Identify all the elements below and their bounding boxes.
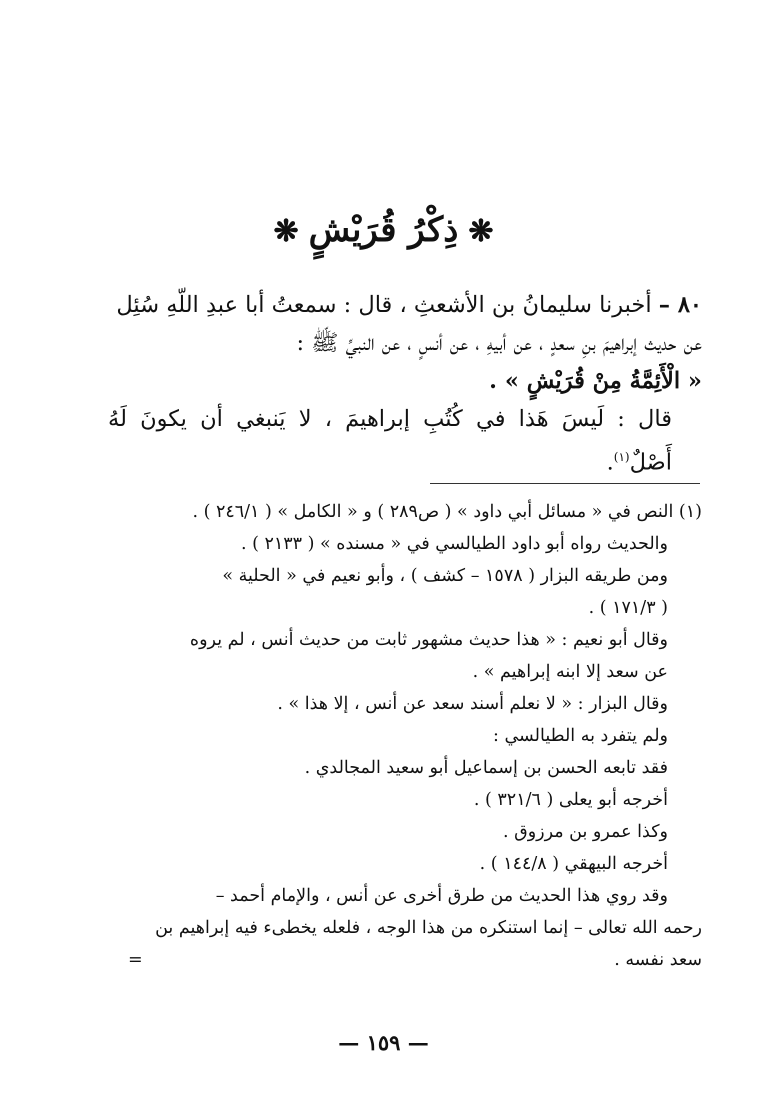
footnote-line: (١) النص في « مسائل أبي داود » ( ص٢٨٩ ) و « الكامل » ( ٢٤٦/١ ) . — [192, 502, 702, 522]
footnote-line: أخرجه أبو يعلى ( ٣٢١/٦ ) . — [473, 790, 668, 810]
footnote-line: وقال أبو نعيم : « هذا حديث مشهور ثابت من حديث أنس ، لم يروه — [189, 630, 668, 650]
page-number: — ١٥٩ — — [338, 1030, 429, 1055]
footnote-line: وكذا عمرو بن مرزوق . — [502, 822, 668, 842]
footnotes — [108, 496, 702, 976]
footnote-line: ومن طريقه البزار ( ١٥٧٨ – كشف ) ، وأبو نعيم في « الحلية » — [222, 566, 668, 586]
footnote-line: وقال البزار : « لا نعلم أسند سعد عن أنس ، إلا هذا » . — [277, 694, 668, 714]
footnote-ref: (١) — [613, 450, 630, 464]
hadith-text — [108, 286, 702, 482]
footnote-line: وقد روي هذا الحديث من طرق أخرى عن أنس ، والإمام أحمد – — [215, 886, 668, 906]
section-heading — [0, 205, 767, 257]
hadith-line-4: قال : لَيسَ هَذا في كُتُبِ إبراهيمَ ، لا يَنبغي أن يكونَ لَهُ أَصْلٌ$^{(١)}$. — [108, 406, 672, 476]
hadith-matn: « الْأَئِمَّةُ مِنْ قُرَيْشٍ » . — [489, 368, 702, 394]
star-ornament-left: ❋ — [273, 214, 299, 249]
footnote-line: سعد نفسه . = — [108, 944, 702, 976]
star-ornament-right: ❋ — [468, 214, 494, 249]
footnote-line: رحمه الله تعالى – إنما استنكره من هذا الوجه ، فلعله يخطىء فيه إبراهيم بن — [155, 918, 702, 938]
footnote-line: والحديث رواه أبو داود الطيالسي في « مسنده » ( ٢١٣٣ ) . — [240, 534, 668, 554]
hadith-number: ٨٠ – — [658, 292, 702, 318]
footnote-line: عن سعد إلا ابنه إبراهيم » . — [472, 662, 668, 682]
footnote-line: ( ١٧١/٣ ) . — [588, 598, 668, 618]
continuation-mark: = — [128, 950, 143, 970]
footnote-line: أخرجه البيهقي ( ١٤٤/٨ ) . — [479, 854, 668, 874]
section-title: ذِكْرُ قُرَيْشٍ — [308, 210, 459, 250]
hadith-line-2: عن حديث إبراهيمَ بنِ سعدٍ ، عن أبيهِ ، عن أنسٍ ، عن النبيِّ ﷺ : — [296, 330, 702, 356]
footnote-line: ولم يتفرد به الطيالسي : — [493, 726, 668, 746]
footnote-line: فقد تابعه الحسن بن إسماعيل أبو سعيد المجالدي . — [304, 758, 668, 778]
hadith-line-1: ٨٠ – أخبرنا سليمانُ بن الأشعثِ ، قال : سمعتُ أبا عبدِ اللّهِ سُئِل — [116, 292, 702, 318]
footnote-divider — [430, 483, 700, 484]
